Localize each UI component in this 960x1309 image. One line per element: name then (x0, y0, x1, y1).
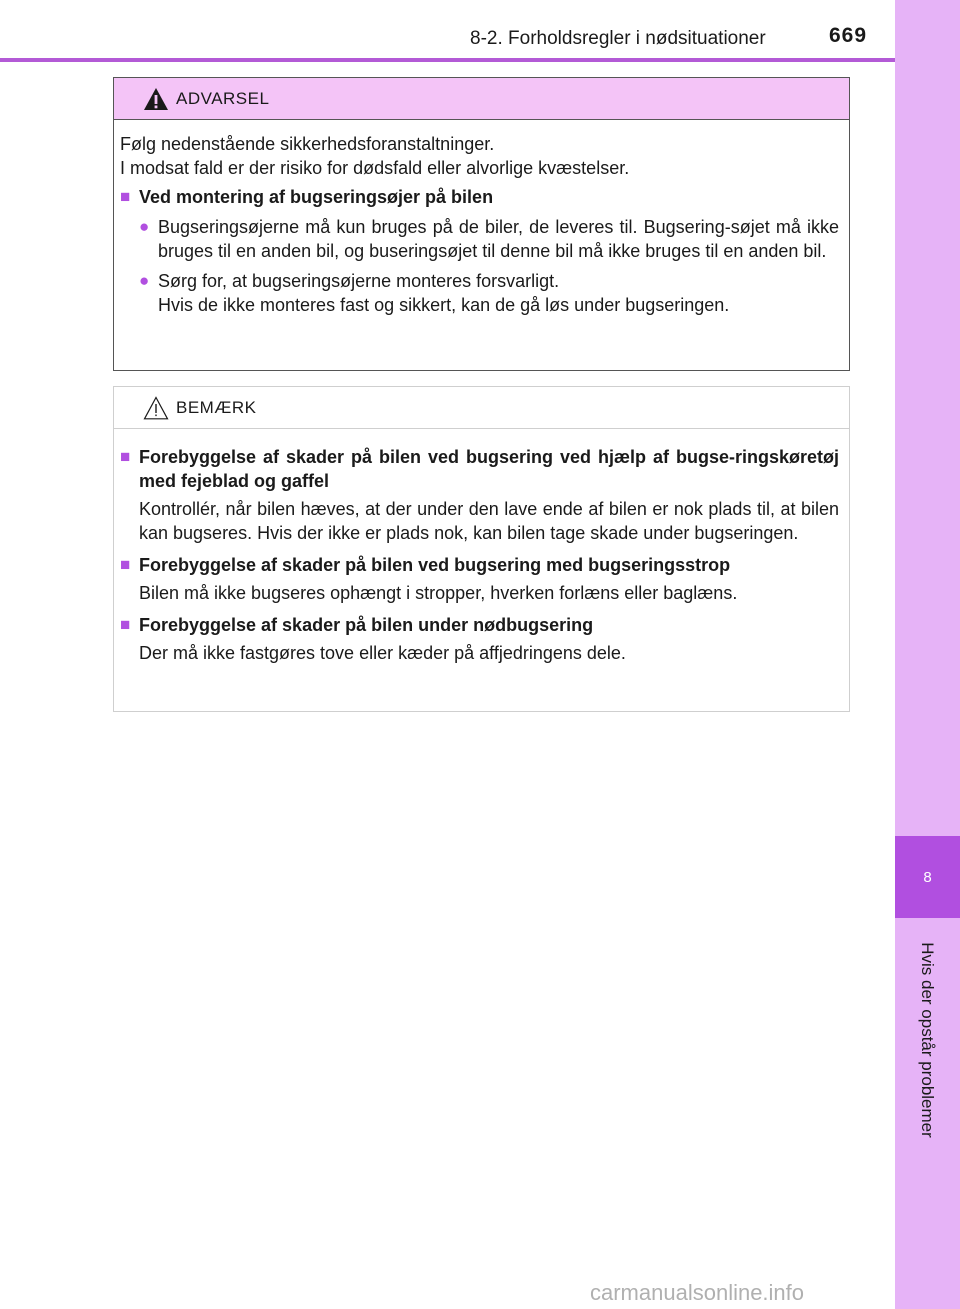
note-section-title: Forebyggelse af skader på bilen under nødbugsering (139, 615, 594, 635)
warning-intro-line: Følg nedenstående sikkerhedsforanstaltninger. (120, 134, 495, 154)
warning-title: ADVARSEL (176, 88, 270, 108)
warning-body (114, 120, 849, 317)
round-bullet-icon: ● (139, 271, 150, 290)
note-section-heading (120, 553, 839, 577)
list-item-line: Sørg for, at bugseringsøjerne monteres forsvarligt. (158, 271, 560, 291)
square-bullet-icon: ■ (120, 187, 131, 206)
note-section-title: Forebyggelse af skader på bilen ved bugsering ved hjælp af bugse-ringskøretøj med fejeblad og gaffel (139, 447, 839, 491)
square-bullet-icon: ■ (120, 615, 131, 634)
chapter-title: Hvis der opstår problemer (918, 942, 937, 1138)
round-bullet-icon: ● (139, 217, 150, 236)
list-item (120, 269, 839, 317)
header-rule (0, 58, 895, 62)
note-section-title: Forebyggelse af skader på bilen ved bugsering med bugseringsstrop (139, 555, 731, 575)
note-box (113, 386, 850, 712)
note-body (114, 429, 849, 665)
watermark: carmanualsonline.info (590, 1280, 805, 1305)
note-section-heading (120, 613, 839, 637)
list-item-text: Bugseringsøjerne må kun bruges på de biler, de leveres til. Bugsering-søjet må ikke bruges til en anden bil, og buseringsøjet til denne bil må ikke bruges til en anden bil. (158, 217, 839, 261)
note-section-heading (120, 445, 839, 493)
square-bullet-icon: ■ (120, 555, 131, 574)
note-title: BEMÆRK (176, 397, 257, 417)
list-item-line: Hvis de ikke monteres fast og sikkert, kan de gå løs under bugseringen. (158, 295, 730, 315)
warning-triangle-outline-icon (143, 396, 169, 420)
warning-section-title: Ved montering af bugseringsøjer på bilen (139, 187, 494, 207)
note-section-text: Der må ikke fastgøres tove eller kæder på affjedringens dele. (139, 643, 626, 663)
page-number: 669 (829, 24, 868, 47)
running-header: 8-2. Forholdsregler i nødsituationer (470, 28, 766, 49)
list-item (120, 215, 839, 263)
warning-section-heading (120, 185, 839, 209)
warning-header (114, 78, 849, 120)
warning-intro-line: I modsat fald er der risiko for dødsfald eller alvorlige kvæstelser. (120, 158, 630, 178)
chapter-number-tab: 8 (895, 836, 960, 918)
note-section-text: Bilen må ikke bugseres ophængt i stropper, hverken forlæns eller baglæns. (139, 583, 738, 603)
square-bullet-icon: ■ (120, 447, 131, 466)
list-item-text (158, 269, 729, 317)
note-section-text: Kontrollér, når bilen hæves, at der under den lave ende af bilen er nok plads til, at bilen kan bugseres. Hvis der ikke er plads nok, kan bilen tage skade under bugseringen. (139, 499, 839, 543)
note-header (114, 387, 849, 429)
warning-box (113, 77, 850, 371)
warning-triangle-icon (143, 87, 169, 111)
